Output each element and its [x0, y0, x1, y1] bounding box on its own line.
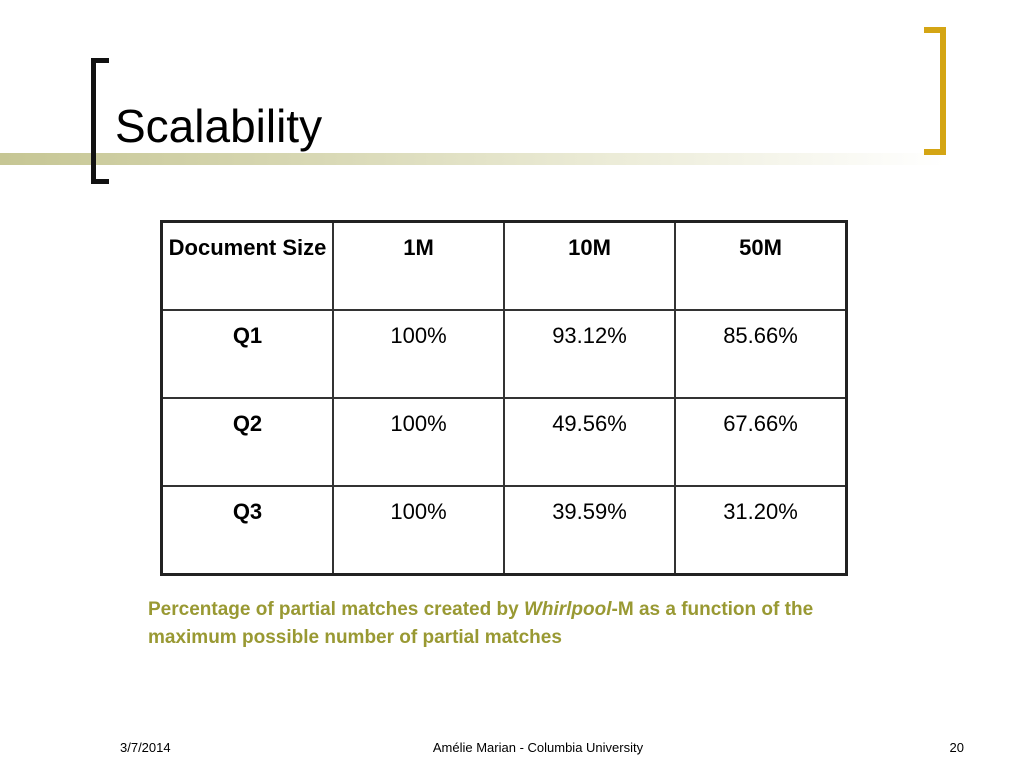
table-cell: 39.59%	[504, 486, 675, 575]
table-cell: 100%	[333, 310, 504, 398]
footer-page-number: 20	[949, 740, 964, 755]
header-10m: 10M	[504, 222, 675, 311]
table-cell: 49.56%	[504, 398, 675, 486]
row-label: Q2	[162, 398, 334, 486]
table-cell: 31.20%	[675, 486, 847, 575]
table-cell: 93.12%	[504, 310, 675, 398]
table-header-row	[162, 222, 847, 311]
header-document-size: Document Size	[162, 222, 334, 311]
caption-emphasis: Whirlpool	[523, 599, 612, 620]
left-bracket-decoration	[91, 58, 109, 184]
header-50m: 50M	[675, 222, 847, 311]
table-cell: 85.66%	[675, 310, 847, 398]
header-1m: 1M	[333, 222, 504, 311]
table-row	[162, 398, 847, 486]
row-label: Q3	[162, 486, 334, 575]
footer-date: 3/7/2014	[120, 740, 171, 755]
caption-prefix: Percentage of partial matches created by	[148, 599, 524, 620]
footer-author: Amélie Marian - Columbia University	[432, 740, 644, 755]
table-cell: 100%	[333, 486, 504, 575]
row-label: Q1	[162, 310, 334, 398]
table-row	[162, 486, 847, 575]
slide-title: Scalability	[115, 100, 323, 152]
table-cell: 100%	[333, 398, 504, 486]
scalability-table	[160, 220, 848, 576]
right-bracket-decoration	[924, 27, 946, 155]
table-caption	[148, 596, 848, 651]
title-underline-bar	[0, 153, 945, 165]
table-row	[162, 310, 847, 398]
table-cell: 67.66%	[675, 398, 847, 486]
caption-suffix: -M as a function of the maximum possible number of partial matches	[148, 599, 814, 648]
